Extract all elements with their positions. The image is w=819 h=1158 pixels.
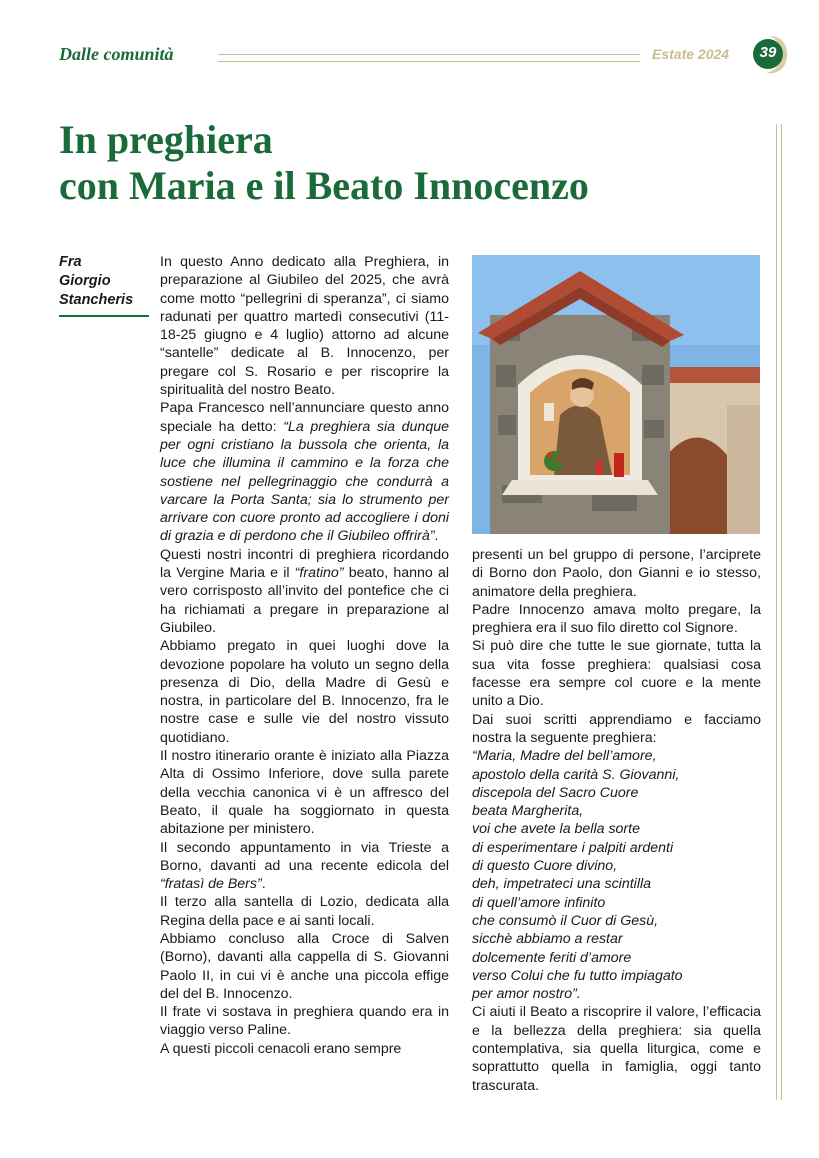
author-line: Fra: [59, 254, 82, 270]
prayer-text: [472, 747, 761, 1003]
paragraph: Abbiamo concluso alla Croce di Salven (Borno), davanti alla cappella di S. Giovanni Paolo II, in cui vi è anche una piccola effige del del B. Innocenzo.: [160, 930, 449, 1002]
prayer-line: di quell’amore infinito: [472, 894, 606, 911]
paragraph: Il terzo alla santella di Lozio, dedicata alla Regina della pace e ai santi locali.: [160, 894, 449, 929]
paragraph: [160, 399, 449, 545]
pope-quote: “La preghiera sia dunque per ogni cristiano la bussola che orienta, la luce che illumina il cammino e la forza che sostiene nel pellegrinaggio che condurrà a varcare la Porta Santa; sia lo strumento per arrivare con cuore pronto ad accogliere i doni di grazia e di perdono che il Giubileo offrirà”: [160, 418, 449, 545]
shrine-photo: [472, 255, 760, 534]
paragraph-italic: “fratasì de Bers”: [160, 876, 262, 893]
prayer-line: di esperimentare i palpiti ardenti: [472, 839, 674, 856]
author-line: Stancheris: [59, 292, 134, 308]
header-rule: [218, 54, 640, 62]
prayer-line: beata Margherita,: [472, 803, 584, 820]
paragraph: Padre Innocenzo amava molto pregare, la preghiera era il suo filo diretto col Signore.: [472, 601, 761, 637]
paragraph: [160, 839, 449, 894]
paragraph-text: beato, hanno al vero corrisposto all’invito del pontefice che ci ha richiamati a pregare in preparazione al Giubileo.: [160, 565, 450, 636]
paragraph-text: .: [434, 528, 439, 545]
prayer-line: apostolo della carità S. Giovanni,: [472, 766, 680, 783]
author-byline: [59, 253, 149, 317]
article-column-1: [160, 253, 449, 1058]
paragraph: Abbiamo pregato in quei luoghi dove la devozione popolare ha voluto un segno della presenza di Dio, della Madre di Gesù e nostra, in particolare del B. Innocenzo, fra le nostre case e sulle vie del nostro vissuto quotidiano.: [160, 638, 449, 746]
paragraph-italic: “fratino”: [294, 565, 344, 582]
prayer-line: di questo Cuore divino,: [472, 858, 618, 875]
paragraph-text: .: [261, 876, 266, 893]
page-number: 39: [759, 44, 777, 61]
author-line: Giorgio: [59, 273, 111, 289]
paragraph: Si può dire che tutte le sue giornate, tutta la sua vita fosse preghiera: qualsiasi cosa facesse era sempre col cuore e la mente unito a Dio.: [472, 638, 761, 710]
paragraph: Ci aiuti il Beato a riscoprire il valore, l’efficacia e la bellezza della preghiera: sia quella contemplativa, sia quella liturgica, come e soprattutto quella in famiglia, oggi tanto trascurata.: [472, 1004, 761, 1094]
prayer-line: per amor nostro”.: [472, 986, 581, 1003]
paragraph-text: Papa Francesco nell’annunciare questo anno speciale ha detto:: [160, 400, 449, 435]
paragraph: Il frate vi sostava in preghiera quando era in viaggio verso Paline.: [160, 1004, 449, 1039]
article-title: [59, 117, 589, 209]
paragraph: In questo Anno dedicato alla Preghiera, in preparazione al Giubileo del 2025, che avrà come motto “pellegrini di speranza”, ci siamo radunati per quattro martedì consecutivi (11-18-25 giugno e 4 luglio) attorno ad alcune “santelle” dedicate al B. Innocenzo, per pregare col S. Rosario e per riscoprire la spiritualità del nostro Beato.: [160, 254, 449, 399]
paragraph-text: Questi nostri incontri di preghiera ricordando la Vergine Maria e il: [160, 546, 449, 582]
prayer-line: verso Colui che fu tutto impiagato: [472, 967, 683, 984]
prayer-line: discepola del Sacro Cuore: [472, 784, 639, 801]
paragraph: [160, 546, 449, 637]
paragraph: A questi piccoli cenacoli erano sempre: [160, 1040, 402, 1057]
title-line-1: In preghiera: [59, 117, 273, 162]
prayer-line: sicchè abbiamo a restar: [472, 931, 623, 948]
section-label: Dalle comunità: [59, 44, 174, 64]
prayer-line: dolcemente feriti d’amore: [472, 949, 632, 966]
prayer-line: deh, impetrateci una scintilla: [472, 876, 652, 893]
paragraph: Dai suoi scritti apprendiamo e facciamo nostra la seguente preghiera:: [472, 711, 761, 746]
paragraph: presenti un bel gruppo di persone, l’arciprete di Borno don Paolo, don Gianni e io stesso, animatore della preghiera.: [472, 547, 761, 600]
side-rule: [776, 124, 782, 1100]
prayer-line: voi che avete la bella sorte: [472, 821, 640, 838]
prayer-line: “Maria, Madre del bell’amore,: [472, 748, 657, 765]
title-line-2: con Maria e il Beato Innocenzo: [59, 163, 589, 208]
prayer-line: che consumò il Cuor di Gesù,: [472, 912, 659, 929]
paragraph: Il nostro itinerario orante è iniziato alla Piazza Alta di Ossimo Inferiore, dove sulla parete della vecchia canonica vi è un affresco del Beato, il quale ha soggiornato in questa abitazione per ministero.: [160, 748, 449, 838]
issue-label: Estate 2024: [652, 46, 730, 62]
article-column-2: [472, 546, 761, 1095]
paragraph-text: Il secondo appuntamento in via Trieste a Borno, davanti ad una recente edicola del: [160, 839, 449, 874]
